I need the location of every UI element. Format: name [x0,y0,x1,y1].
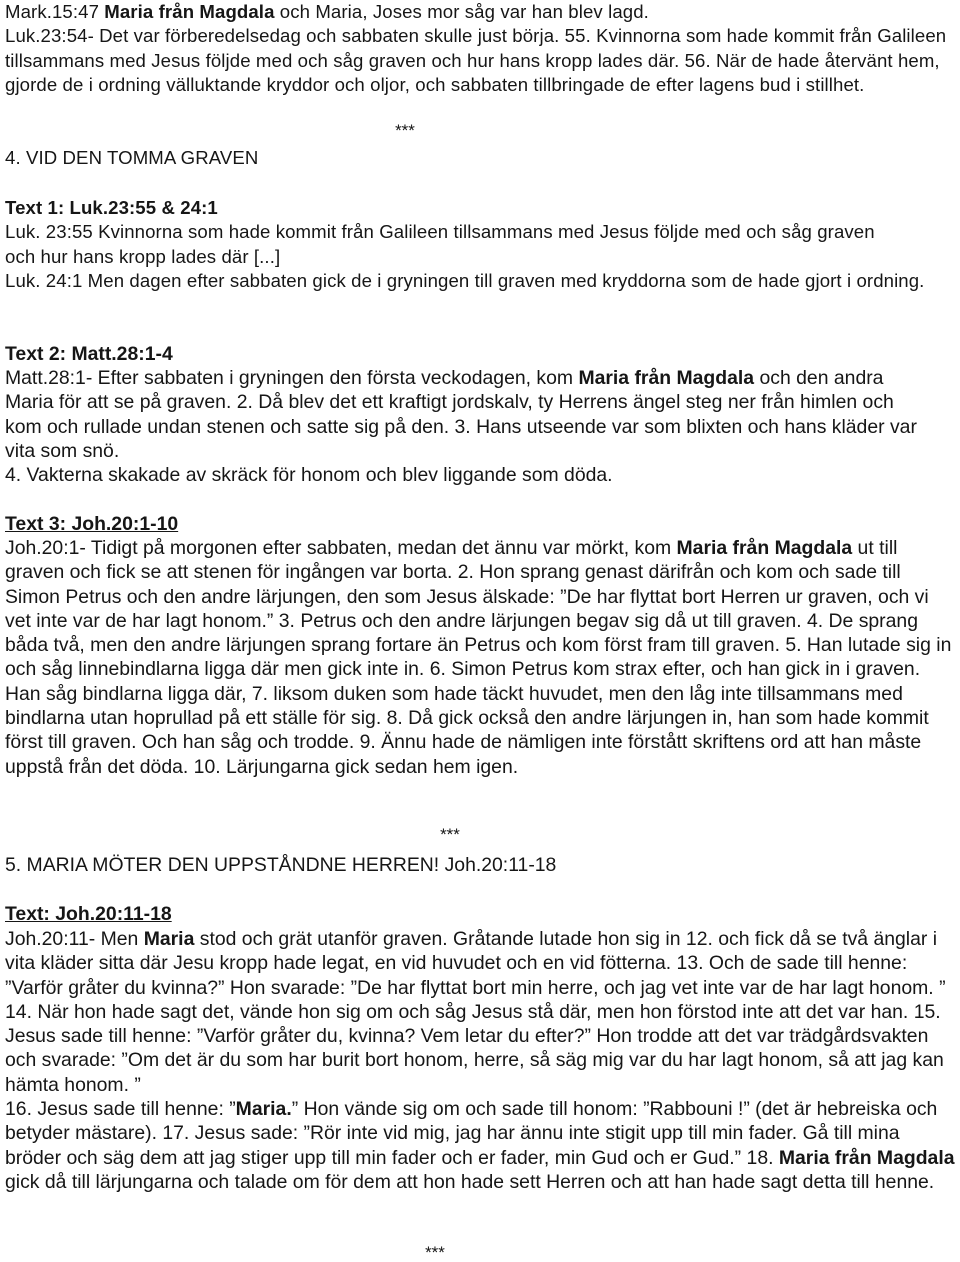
section-5-paragraph-b: 16. Jesus sade till henne: ”Maria.” Hon vände sig om och sade till honom: ”Rabbouni !” (det är hebreiska och betyder mästare). 17. Jesus sade: ”Rör inte vid mig, jag har ännu inte stigit upp till min fader. Gå till mina bröder och säg dem att jag stiger upp till min fader och er fader, min Gud och er Gud.” 18. Maria från Magdala gick då till lärjungarna och talade om för dem att hon hade sett Herren och att han hade sagt detta till henne. [5,1098,955,1193]
maria-name: Maria [143,928,195,950]
intro-mark-line [5,0,955,25]
text-2-paragraph: Matt.28:1- Efter sabbaten i gryningen den första veckodagen, kom Maria från Magdala och den andra Maria för att se på graven. 2. Då blev det ett kraftigt jordskalv, ty Herrens ängel steg ner från himlen och kom och rullade undan stenen och satte sig på den. 3. Hans utseende var som blixten och hans kläder var vita som snö. [5,367,917,462]
maria-name: Maria från Magdala [778,1146,955,1169]
text-3-heading: Text 3: Joh.20:1-10 [5,513,179,535]
text-3-paragraph: Joh.20:1- Tidigt på morgonen efter sabbaten, medan det ännu var mörkt, kom Maria från Magdala ut till graven och fick se att stenen för ingången var borta. 2. Hon sprang genast därifrån och kom och sade till Simon Petrus och den andre lärjungen, den som Jesus älskade: ”De har flyttat bort Herren ur graven, och vi vet inte var de har lagt honom.” 3. Petrus och den andre lärjungen begav sig då ut till graven. 4. De sprang båda två, men den andre lärjungen sprang fortare än Petrus och kom först fram till graven. 5. Han lutade sig in och såg linnebindlarna ligga där men gick inte in. 6. Simon Petrus kom strax efter, och han gick in i graven. Han såg bindlarna ligga där, 7. liksom duken som hade täckt huvudet, men den låg inte tillsammans med bindlarna utan hoprullad på ett ställe för sig. 8. Då gick också den andre lärjungen in, han som hade kommit först till graven. Och han såg och trodde. 9. Ännu hade de nämligen inte förstått skriftens ord att han måste uppstå från det döda. 10. Lärjungarna gick sedan hem igen. [5,537,952,778]
text-2-heading: Text 2: Matt.28:1-4 [5,343,173,365]
intro-luk-paragraph: Luk.23:54- Det var förberedelsedag och sabbaten skulle just börja. 55. Kvinnorna som hade kommit från Galileen tillsammans med Jesus följde med och såg graven och hur hans kropp lades där. 56. När de hade återvänt hem, gjorde de i ordning välluktande kryddor och oljor, och sabbaten tillbringade de efter lagens bud i stillhet. [5,25,947,95]
maria-name: Maria. [235,1098,292,1120]
mark-ref: Mark.15:47 [5,1,105,22]
separator-stars: *** [395,121,415,140]
text-2-verse-4: 4. Vakterna skakade av skräck för honom och blev liggande som döda. [5,464,613,486]
text-1-luk-24-1: Luk. 24:1 Men dagen efter sabbaten gick de i gryningen till graven med kryddorna som de hade gjort i ordning. [5,270,925,291]
text-1-luk-23-55: Luk. 23:55 Kvinnorna som hade kommit från Galileen tillsammans med Jesus följde med och såg graven och hur hans kropp lades där [...] [5,221,875,267]
section-5-paragraph-a: Joh.20:11- Men Maria stod och grät utanför graven. Gråtande lutade hon sig in 12. och fick då se två änglar i vita kläder sitta där Jesu kropp hade legat, en vid huvudet och en vid fötterna. 13. Och de sade till henne: ”Varför gråter du kvinna?” Hon svarade: ”De har flyttat bort min herre, och jag vet inte var de har lagt honom. ” 14. När hon hade sagt det, vände hon sig om och såg Jesus stå där, men hon förstod inte att det var han. 15. Jesus sade till henne: ”Varför gråter du, kvinna? Vem letar du efter?” Hon trodde att det var trädgårdsvakten och svarade: ”Om det är du som har burit bort honom, herre, så säg mig var du har lagt honom, så att jag kan hämta honom. ” [5,928,946,1096]
section-5-title: 5. MARIA MÖTER DEN UPPSTÅNDNE HERREN! Joh.20:11-18 [5,854,557,876]
maria-name: Maria från Magdala [676,537,853,559]
section-4-title: 4. VID DEN TOMMA GRAVEN [5,147,259,168]
separator-stars: *** [425,1243,445,1262]
mark-text: och Maria, Joses mor såg var han blev lagd. [274,1,649,22]
section-5-text-heading: Text: Joh.20:11-18 [5,903,172,925]
maria-name: Maria från Magdala [578,367,755,389]
separator-stars: *** [440,825,460,844]
text-1-heading: Text 1: Luk.23:55 & 24:1 [5,197,218,218]
maria-name: Maria från Magdala [104,1,275,22]
